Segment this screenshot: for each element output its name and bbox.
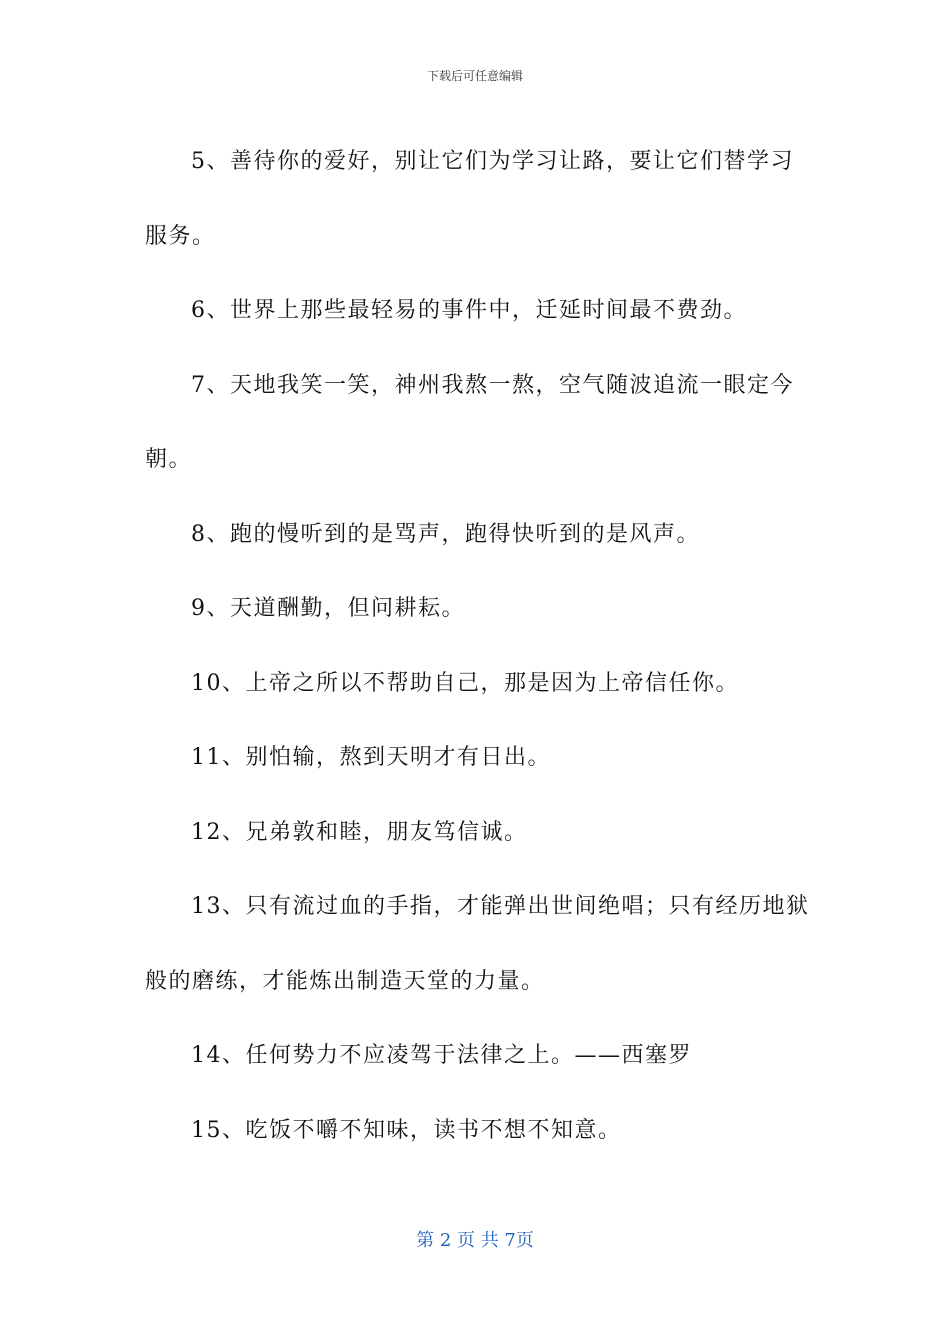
paragraph-5: 5、善待你的爱好，别让它们为学习让路，要让它们替学习服务。 — [145, 149, 794, 249]
header-note: 下载后可任意编辑 — [426, 69, 523, 83]
paragraph-8: 8、跑的慢听到的是骂声，跑得快听到的是风声。 — [191, 521, 700, 547]
paragraph-15: 15、吃饭不嚼不知味，读书不想不知意。 — [191, 1117, 622, 1143]
document-body — [145, 125, 810, 1168]
paragraph-6: 6、世界上那些最轻易的事件中，迁延时间最不费劲。 — [191, 298, 747, 323]
paragraph-9: 9、天道酬勤，但问耕耘。 — [191, 596, 465, 621]
paragraph-7: 7、天地我笑一笑，神州我熬一熬，空气随波追流一眼定今朝。 — [145, 372, 794, 472]
paragraph-11: 11、别怕输，熬到天明才有日出。 — [191, 745, 551, 770]
paragraph-12: 12、兄弟敦和睦，朋友笃信诚。 — [191, 819, 528, 845]
paragraph-10: 10、上帝之所以不帮助自己，那是因为上帝信任你。 — [191, 670, 739, 696]
paragraph-14: 14、任何势力不应凌驾于法律之上。——西塞罗 — [191, 1043, 692, 1068]
page-number: 第 2 页 共 7页 — [416, 1230, 534, 1251]
paragraph-13: 13、只有流过血的手指，才能弹出世间绝唱；只有经历地狱般的磨练，才能炼出制造天堂的力量。 — [145, 894, 810, 994]
